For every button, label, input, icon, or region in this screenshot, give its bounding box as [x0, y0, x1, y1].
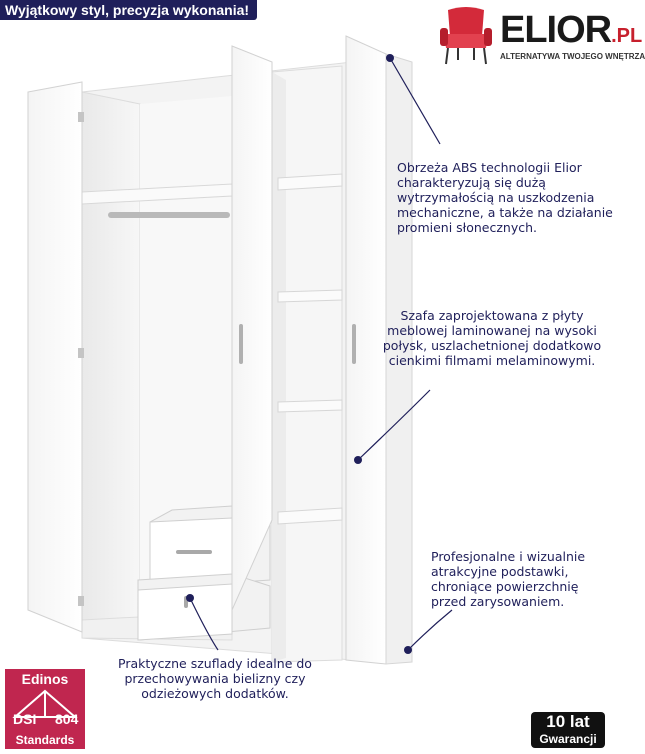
- callout-dot-board: [354, 456, 362, 464]
- annotation-feet: Profesjonalne i wizualnie atrakcyjne podstawki, chroniące powierzchnię przed zarysowaniem.: [431, 549, 586, 609]
- brand-tagline: ALTERNATYWA TWOJEGO WNĘTRZA: [500, 52, 645, 61]
- edinos-bottom: Standards: [15, 733, 75, 747]
- drawer-lower: [138, 574, 270, 640]
- callout-dot-edges: [386, 54, 394, 62]
- warranty-label: Gwarancji: [539, 732, 597, 746]
- edinos-badge: [5, 669, 85, 749]
- edinos-right: 804: [55, 711, 79, 727]
- warranty-years: 10 lat: [546, 712, 590, 731]
- edinos-left: DSI: [13, 711, 37, 727]
- callout-dot-feet: [404, 646, 412, 654]
- annotation-abs-edges: Obrzeża ABS technologii Elior charakteryzują się dużą wytrzymałością na uszkodzenia mechaniczne, a także na działanie promieni słonecznych.: [397, 160, 613, 235]
- edinos-title: Edinos: [21, 671, 69, 687]
- callout-dot-drawers: [186, 594, 194, 602]
- annotation-drawers: Praktyczne szuflady idealne do przechowywania bielizny czy odzieżowych dodatków.: [118, 656, 312, 701]
- warranty-badge: [531, 712, 605, 748]
- annotation-board: Szafa zaprojektowana z płyty meblowej laminowanej na wysoki połysk, uszlachetnionej dodatkowo cienkimi filmami melaminowymi.: [382, 308, 602, 368]
- brand-name: ELIOR.PL: [500, 9, 643, 51]
- top-banner: Wyjątkowy styl, precyzja wykonania!: [0, 0, 257, 20]
